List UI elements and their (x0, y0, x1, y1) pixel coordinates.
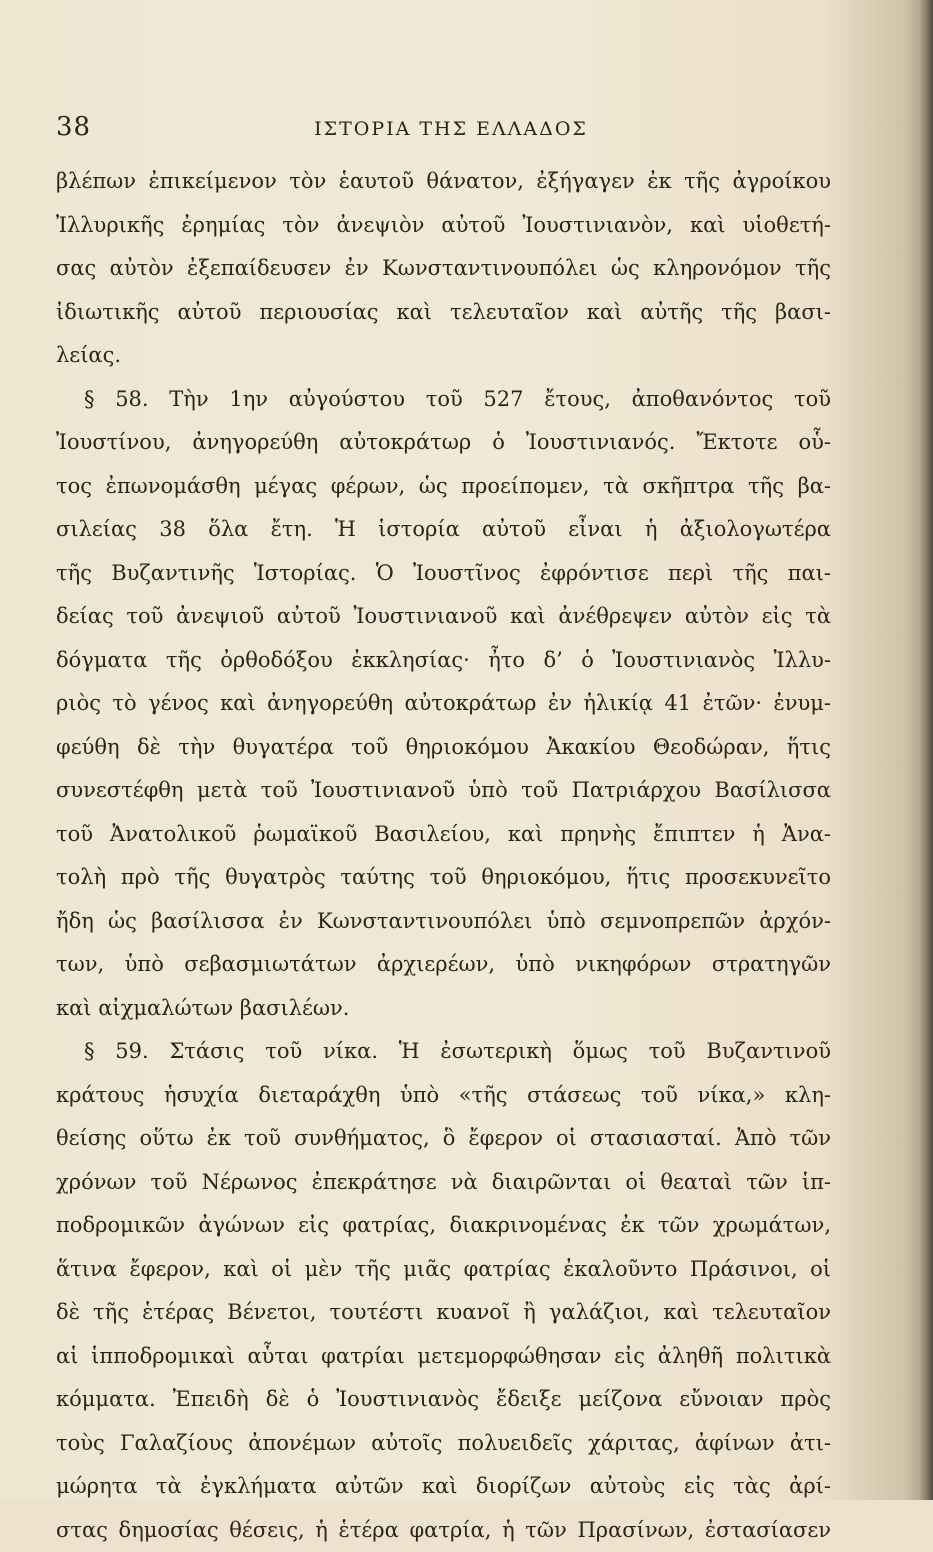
text-line: φεύθη δὲ τὴν θυγατέρα τοῦ θηριοκόμου Ἀκακίου Θεοδώραν, ἥτις (56, 726, 831, 770)
text-line: χρόνων τοῦ Νέρωνος ἐπεκράτησε νὰ διαιρῶνται οἱ θεαταὶ τῶν ἱπ- (56, 1161, 831, 1205)
text-line: δείας τοῦ ἀνεψιοῦ αὐτοῦ Ἰουστινιανοῦ καὶ ἀνέθρεψεν αὐτὸν εἰς τὰ (56, 595, 831, 639)
text-line: θείσης οὕτω ἐκ τοῦ συνθήματος, ὃ ἔφερον οἱ στασιασταί. Ἀπὸ τῶν (56, 1117, 831, 1161)
text-line: στας δημοσίας θέσεις, ἡ ἑτέρα φατρία, ἡ τῶν Πρασίνων, ἐστασίασεν (56, 1509, 831, 1552)
section-heading-59: § 59. Στάσις τοῦ νίκα. Ἡ ἐσωτερικὴ ὅμως τοῦ Βυζαντινοῦ (56, 1030, 831, 1074)
text-line: σας αὐτὸν ἐξεπαίδευσεν ἐν Κωνσταντινουπόλει ὡς κληρονόμον τῆς (56, 247, 831, 291)
text-line: αἱ ἱπποδρομικαὶ αὗται φατρίαι μετεμορφώθησαν εἰς ἀληθῆ πολιτικὰ (56, 1335, 831, 1379)
text-line: τος ἐπωνομάσθη μέγας φέρων, ὡς προείπομεν, τὰ σκῆπτρα τῆς βα- (56, 465, 831, 509)
text-line: ἤδη ὡς βασίλισσα ἐν Κωνσταντινουπόλει ὑπὸ σεμνοπρεπῶν ἀρχόν- (56, 900, 831, 944)
text-line: τῆς Βυζαντινῆς Ἱστορίας. Ὁ Ἰουστῖνος ἐφρόντισε περὶ τῆς παι- (56, 552, 831, 596)
body-text (56, 160, 831, 1552)
section-heading-58: § 58. Τὴν 1ην αὐγούστου τοῦ 527 ἔτους, ἀποθανόντος τοῦ (56, 378, 831, 422)
text-line: των, ὑπὸ σεβασμιωτάτων ἀρχιερέων, ὑπὸ νικηφόρων στρατηγῶν (56, 943, 831, 987)
text-line: συνεστέφθη μετὰ τοῦ Ἰουστινιανοῦ ὑπὸ τοῦ Πατριάρχου Βασίλισσα (56, 769, 831, 813)
text-line: ριὸς τὸ γένος καὶ ἀνηγορεύθη αὐτοκράτωρ ἐν ἡλικίᾳ 41 ἐτῶν· ἐνυμ- (56, 682, 831, 726)
text-line: τοῦ Ἀνατολικοῦ ῥωμαϊκοῦ Βασιλείου, καὶ πρηνὴς ἔπιπτεν ἡ Ἀνα- (56, 813, 831, 857)
text-line: λείας. (56, 334, 831, 378)
page-number: 38 (56, 112, 91, 142)
text-line: κράτους ἡσυχία διεταράχθη ὑπὸ «τῆς στάσεως τοῦ νίκα,» κλη- (56, 1074, 831, 1118)
text-line: δὲ τῆς ἑτέρας Βένετοι, τουτέστι κυανοῖ ἢ γαλάζιοι, καὶ τελευταῖον (56, 1291, 831, 1335)
text-line: κόμματα. Ἐπειδὴ δὲ ὁ Ἰουστινιανὸς ἔδειξε μείζονα εὔνοιαν πρὸς (56, 1378, 831, 1422)
text-line: βλέπων ἐπικείμενον τὸν ἑαυτοῦ θάνατον, ἐξήγαγεν ἐκ τῆς ἀγροίκου (56, 160, 831, 204)
text-line: τοὺς Γαλαζίους ἀπονέμων αὐτοῖς πολυειδεῖς χάριτας, ἀφίνων ἀτι- (56, 1422, 831, 1466)
running-title: ΙΣΤΟΡΙΑ ΤΗΣ ΕΛΛΑΔΟΣ (56, 118, 846, 140)
text-line: Ἰλλυρικῆς ἐρημίας τὸν ἀνεψιὸν αὐτοῦ Ἰουστινιανὸν, καὶ υἱοθετή- (56, 204, 831, 248)
text-line: σιλείας 38 ὅλα ἔτη. Ἡ ἱστορία αὐτοῦ εἶναι ἡ ἀξιολογωτέρα (56, 508, 831, 552)
page-header (56, 112, 846, 148)
page-edge-shadow (919, 0, 933, 1500)
text-line: τολὴ πρὸ τῆς θυγατρὸς ταύτης τοῦ θηριοκόμου, ἥτις προσεκυνεῖτο (56, 856, 831, 900)
text-line: ἅτινα ἔφερον, καὶ οἱ μὲν τῆς μιᾶς φατρίας ἐκαλοῦντο Πράσινοι, οἱ (56, 1248, 831, 1292)
text-line: ποδρομικῶν ἀγώνων εἰς φατρίας, διακρινομένας ἐκ τῶν χρωμάτων, (56, 1204, 831, 1248)
text-line: μώρητα τὰ ἐγκλήματα αὐτῶν καὶ διορίζων αὐτοὺς εἰς τὰς ἀρί- (56, 1465, 831, 1509)
text-line: καὶ αἰχμαλώτων βασιλέων. (56, 987, 831, 1031)
text-line: ἰδιωτικῆς αὐτοῦ περιουσίας καὶ τελευταῖον καὶ αὐτῆς τῆς βασι- (56, 291, 831, 335)
text-line: Ἰουστίνου, ἀνηγορεύθη αὐτοκράτωρ ὁ Ἰουστινιανός. Ἔκτοτε οὗ- (56, 421, 831, 465)
text-line: δόγματα τῆς ὀρθοδόξου ἐκκλησίας· ἦτο δ’ ὁ Ἰουστινιανὸς Ἰλλυ- (56, 639, 831, 683)
